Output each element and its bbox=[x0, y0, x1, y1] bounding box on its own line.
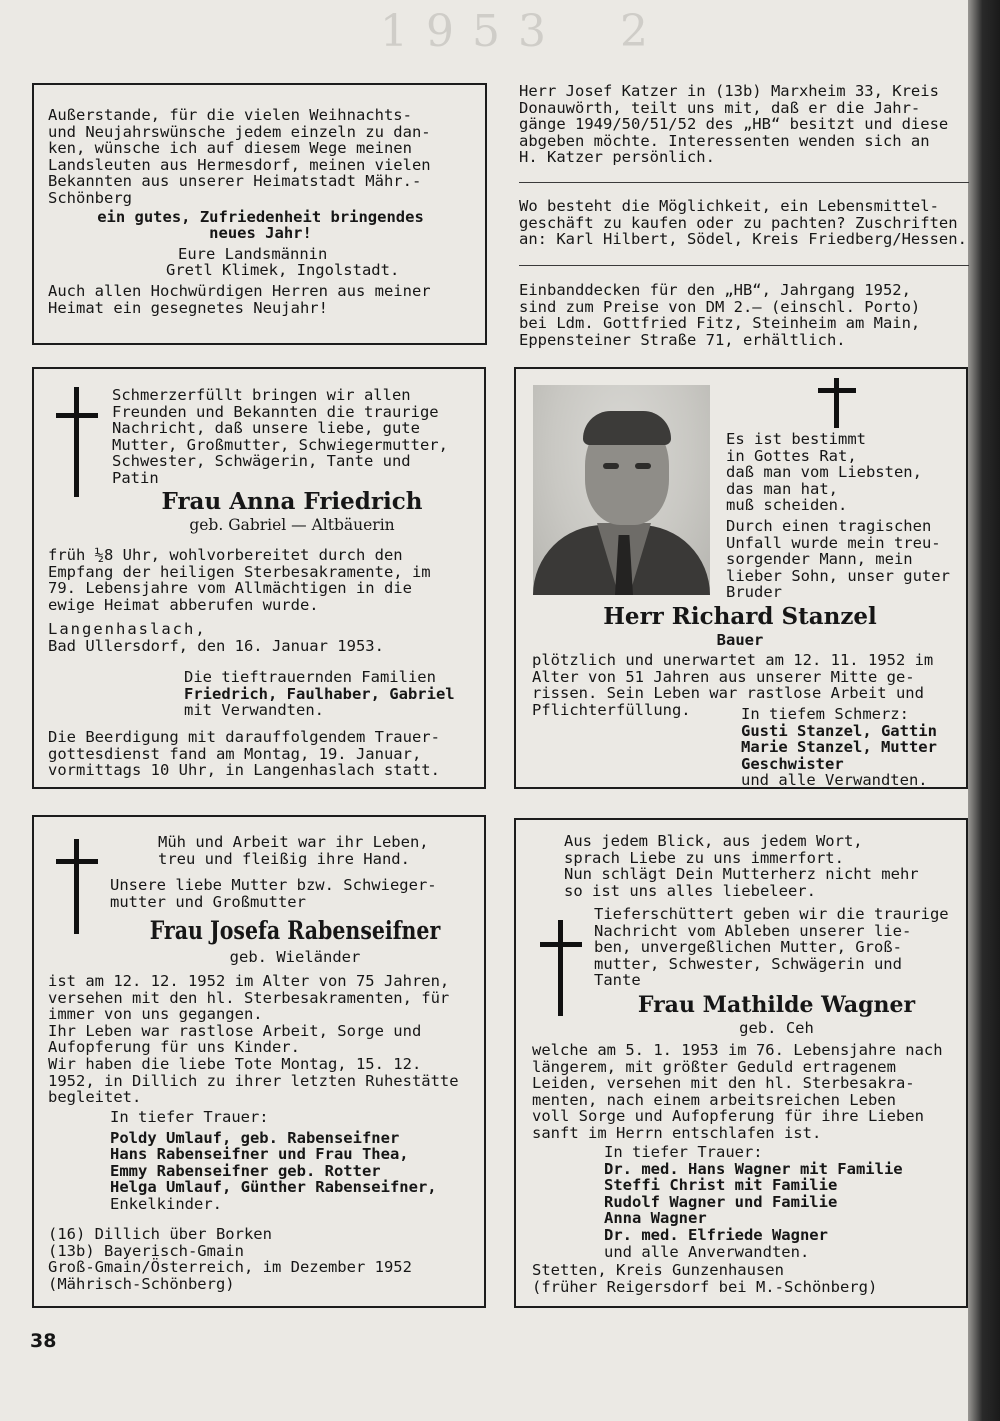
text-line: Poldy Umlauf, geb. Rabenseifner bbox=[110, 1128, 400, 1147]
text-line: das man hat, bbox=[726, 479, 838, 498]
text-line: sanft im Herrn entschlafen ist. bbox=[532, 1123, 822, 1142]
text-line: Unfall wurde mein treu- bbox=[726, 533, 941, 552]
text-line: Wo besteht die Möglichkeit, ein Lebensmittel- bbox=[519, 197, 939, 215]
text-line: begleitet. bbox=[48, 1088, 142, 1107]
text-line: Tieferschüttert geben wir die traurige bbox=[594, 905, 949, 923]
text-line: Enkelkinder. bbox=[110, 1194, 222, 1213]
text-line: rissen. Sein Leben war rastlose Arbeit und bbox=[532, 684, 924, 703]
page-gutter-shadow bbox=[968, 0, 1000, 1421]
deceased-subtitle: geb. Gabriel — Altbäuerin bbox=[189, 516, 395, 534]
text-line: Die tieftrauernden Familien bbox=[184, 668, 436, 686]
text-line: gottesdienst fand am Montag, 19. Januar, bbox=[48, 744, 422, 763]
text-line: früh ½8 Uhr, wohlvorbereitet durch den bbox=[48, 546, 403, 564]
text-line: (Mährisch-Schönberg) bbox=[48, 1274, 235, 1293]
rabenseifner-body bbox=[48, 973, 478, 1106]
text-line: Eure Landsmännin bbox=[178, 244, 328, 263]
divider bbox=[519, 265, 969, 266]
text-line: Einbanddecken für den „HB“, Jahrgang 1952, bbox=[519, 281, 911, 299]
text-line: Schönberg bbox=[48, 188, 132, 207]
text-line: H. Katzer persönlich. bbox=[519, 148, 715, 167]
text-line: Dr. med. Elfriede Wagner bbox=[604, 1225, 828, 1244]
obituary-wagner bbox=[514, 818, 968, 1308]
portrait-photo bbox=[533, 385, 710, 595]
rabenseifner-intro bbox=[110, 877, 480, 910]
lebensmittel-notice bbox=[519, 198, 969, 248]
greeting-signature bbox=[48, 246, 473, 279]
text-line: ken, wünsche ich auf diesem Wege meinen bbox=[48, 139, 412, 158]
text-line: und alle Verwandten. bbox=[741, 771, 928, 790]
text-line: Geschwister bbox=[741, 754, 844, 773]
text-line: Schmerzerfüllt bringen wir allen bbox=[112, 386, 411, 404]
greeting-notice bbox=[32, 83, 487, 345]
text-line: Empfang der heiligen Sterbesakramente, im bbox=[48, 562, 431, 581]
text-line: Ihr Leben war rastlose Arbeit, Sorge und bbox=[48, 1021, 422, 1040]
text-line: und Neujahrswünsche jedem einzeln zu dan- bbox=[48, 122, 431, 141]
text-line: sind zum Preise von DM 2.— (einschl. Porto) bbox=[519, 297, 921, 316]
text-line: Heimat ein gesegnetes Neujahr! bbox=[48, 298, 328, 317]
text-line: Mutter, Großmutter, Schwiegermutter, bbox=[112, 435, 448, 454]
handwritten-mark: 2 bbox=[620, 6, 648, 57]
text-line: In tiefer Trauer: bbox=[110, 1108, 269, 1126]
text-line: (früher Reigersdorf bei M.-Schönberg) bbox=[532, 1277, 878, 1296]
text-line: Die Beerdigung mit darauffolgendem Trauer- bbox=[48, 728, 440, 746]
text-line: 1952, in Dillich zu ihrer letzten Ruhestätte bbox=[48, 1071, 459, 1090]
friedrich-funeral bbox=[48, 729, 473, 779]
text-line: Groß-Gmain/Österreich, im Dezember 1952 bbox=[48, 1258, 412, 1277]
text-line: gänge 1949/50/51/52 des „HB“ besitzt und diese bbox=[519, 115, 949, 134]
text-line: neues Jahr! bbox=[209, 224, 312, 243]
deceased-name: Herr Richard Stanzel bbox=[603, 603, 877, 630]
greeting-extra bbox=[48, 283, 473, 316]
deceased-subtitle: geb. Wieländer bbox=[229, 948, 361, 966]
obituary-friedrich bbox=[32, 367, 486, 789]
text-line: welche am 5. 1. 1953 im 76. Lebensjahre nach bbox=[532, 1041, 943, 1059]
divider bbox=[519, 182, 969, 183]
stanzel-intro bbox=[726, 518, 961, 601]
text-line: Pflichterfüllung. bbox=[532, 700, 691, 719]
deceased-name: Frau Mathilde Wagner bbox=[637, 992, 916, 1018]
handwritten-year: 1953 bbox=[380, 6, 564, 57]
cross-icon bbox=[56, 387, 98, 497]
katzer-notice bbox=[519, 83, 969, 166]
text-line: Helga Umlauf, Günther Rabenseifner, bbox=[110, 1178, 437, 1197]
friedrich-families bbox=[184, 669, 474, 719]
obituary-rabenseifner bbox=[32, 815, 486, 1308]
rabenseifner-motto bbox=[158, 834, 478, 867]
friedrich-intro bbox=[112, 387, 472, 487]
cross-icon bbox=[540, 920, 582, 1016]
text-line: lieber Sohn, unser guter bbox=[726, 566, 950, 585]
text-line: mit Verwandten. bbox=[184, 701, 324, 720]
text-line: Müh und Arbeit war ihr Leben, bbox=[158, 833, 429, 851]
text-line: in Gottes Rat, bbox=[726, 446, 857, 465]
wagner-intro bbox=[594, 906, 959, 989]
text-line: treu und fleißig ihre Hand. bbox=[158, 849, 410, 868]
stanzel-poem bbox=[726, 431, 961, 514]
text-line: Nachricht vom Ableben unserer lie- bbox=[594, 921, 912, 940]
greeting-wish bbox=[48, 209, 473, 242]
text-line: ist am 12. 12. 1952 im Alter von 75 Jahren, bbox=[48, 972, 450, 990]
wagner-motto bbox=[564, 833, 959, 899]
text-line: Herr Josef Katzer in (13b) Marxheim 33, Kreis bbox=[519, 82, 939, 100]
text-line: Durch einen tragischen bbox=[726, 517, 932, 535]
text-line: Freunden und Bekannten die traurige bbox=[112, 402, 439, 421]
text-line: Rudolf Wagner und Familie bbox=[604, 1192, 838, 1211]
text-line: Stetten, Kreis Gunzenhausen bbox=[532, 1261, 784, 1279]
text-line: muß scheiden. bbox=[726, 496, 848, 515]
text-line: Friedrich, Faulhaber, Gabriel bbox=[184, 684, 455, 703]
wagner-place bbox=[532, 1262, 962, 1295]
text-line: Alter von 51 Jahren aus unserer Mitte ge- bbox=[532, 667, 915, 686]
text-line: Aus jedem Blick, aus jedem Wort, bbox=[564, 832, 863, 850]
text-line: immer von uns gegangen. bbox=[48, 1005, 263, 1024]
text-line: voll Sorge und Aufopferung für ihre Lieben bbox=[532, 1107, 924, 1126]
stanzel-mourners bbox=[741, 706, 961, 789]
text-line: und alle Anverwandten. bbox=[604, 1242, 810, 1261]
text-line: ben, unvergeßlichen Mutter, Groß- bbox=[594, 938, 902, 957]
text-line: ewige Heimat abberufen wurde. bbox=[48, 595, 319, 614]
deceased-name: Frau Anna Friedrich bbox=[161, 488, 423, 515]
text-line: 79. Lebensjahre vom Allmächtigen in die bbox=[48, 579, 412, 598]
text-line: vormittags 10 Uhr, in Langenhaslach statt. bbox=[48, 761, 440, 780]
text-line: Gusti Stanzel, Gattin bbox=[741, 721, 937, 740]
text-line: Marie Stanzel, Mutter bbox=[741, 738, 937, 757]
greeting-text bbox=[48, 107, 473, 207]
text-line: an: Karl Hilbert, Södel, Kreis Friedberg/Hessen. bbox=[519, 230, 967, 249]
text-line: bei Ldm. Gottfried Fitz, Steinheim am Main, bbox=[519, 314, 921, 333]
text-line: Nachricht, daß unsere liebe, gute bbox=[112, 419, 420, 438]
text-line: sorgender Mann, mein bbox=[726, 550, 913, 569]
text-line: abgeben möchte. Interessenten wenden sich an bbox=[519, 131, 930, 150]
text-line: Gretl Klimek, Ingolstadt. bbox=[166, 261, 400, 280]
text-line: Nun schlägt Dein Mutterherz nicht mehr bbox=[564, 865, 919, 884]
text-line: Tante bbox=[594, 971, 641, 990]
text-line: In tiefer Trauer: bbox=[604, 1143, 763, 1161]
text-line: Es ist bestimmt bbox=[726, 430, 866, 448]
rabenseifner-address bbox=[48, 1226, 478, 1292]
friedrich-body bbox=[48, 547, 473, 613]
text-line: ein gutes, Zufriedenheit bringendes bbox=[97, 207, 424, 226]
friedrich-place bbox=[48, 621, 473, 654]
text-line: Bekannten aus unserer Heimatstadt Mähr.- bbox=[48, 172, 422, 191]
text-line: Donauwörth, teilt uns mit, daß er die Jahr- bbox=[519, 98, 921, 117]
text-line: In tiefem Schmerz: bbox=[741, 705, 909, 723]
text-line: Emmy Rabenseifner geb. Rotter bbox=[110, 1161, 381, 1180]
text-line: mutter, Schwester, Schwägerin und bbox=[594, 954, 902, 973]
text-line: Langenhaslach, bbox=[48, 620, 207, 638]
einbanddecken-notice bbox=[519, 282, 969, 348]
deceased-subtitle: Bauer bbox=[716, 631, 764, 649]
text-line: daß man vom Liebsten, bbox=[726, 463, 922, 482]
text-line: versehen mit den hl. Sterbesakramenten, für bbox=[48, 988, 450, 1007]
wagner-mourners bbox=[604, 1144, 959, 1260]
text-line: Bruder bbox=[726, 583, 782, 602]
cross-icon bbox=[56, 839, 98, 934]
cross-icon bbox=[818, 378, 856, 428]
text-line: (13b) Bayerisch-Gmain bbox=[48, 1241, 244, 1260]
text-line: so ist uns alles liebeleer. bbox=[564, 881, 816, 900]
deceased-subtitle: geb. Ceh bbox=[739, 1019, 814, 1037]
text-line: längerem, mit größter Geduld ertragenem bbox=[532, 1057, 896, 1076]
text-line: geschäft zu kaufen oder zu pachten? Zuschriften bbox=[519, 213, 958, 232]
page-number: 38 bbox=[30, 1330, 57, 1352]
text-line: Hans Rabenseifner und Frau Thea, bbox=[110, 1145, 409, 1164]
text-line: Auch allen Hochwürdigen Herren aus meiner bbox=[48, 281, 431, 300]
rabenseifner-mourners bbox=[110, 1109, 480, 1213]
deceased-name: Frau Josefa Rabenseifner bbox=[149, 916, 441, 945]
text-line: Bad Ullersdorf, den 16. Januar 1953. bbox=[48, 636, 384, 655]
text-line: Eppensteiner Straße 71, erhältlich. bbox=[519, 330, 846, 349]
text-line: Anna Wagner bbox=[604, 1209, 707, 1228]
text-line: Patin bbox=[112, 468, 159, 487]
text-line: Dr. med. Hans Wagner mit Familie bbox=[604, 1159, 903, 1178]
text-line: plötzlich und unerwartet am 12. 11. 1952 im bbox=[532, 651, 934, 669]
wagner-body bbox=[532, 1042, 962, 1142]
text-line: Leiden, versehen mit den hl. Sterbesakra- bbox=[532, 1074, 915, 1093]
text-line: Unsere liebe Mutter bzw. Schwieger- bbox=[110, 876, 437, 894]
text-line: Wir haben die liebe Tote Montag, 15. 12. bbox=[48, 1054, 422, 1073]
text-line: mutter und Großmutter bbox=[110, 892, 306, 911]
text-line: (16) Dillich über Borken bbox=[48, 1225, 272, 1243]
text-line: Landsleuten aus Hermesdorf, meinen vielen bbox=[48, 155, 431, 174]
text-line: sprach Liebe zu uns immerfort. bbox=[564, 848, 844, 867]
text-line: Aufopferung für uns Kinder. bbox=[48, 1038, 300, 1057]
text-line: Steffi Christ mit Familie bbox=[604, 1176, 838, 1195]
text-line: Außerstande, für die vielen Weihnachts- bbox=[48, 106, 412, 124]
text-line: menten, nach einem arbeitsreichen Leben bbox=[532, 1090, 896, 1109]
text-line: Schwester, Schwägerin, Tante und bbox=[112, 452, 411, 471]
